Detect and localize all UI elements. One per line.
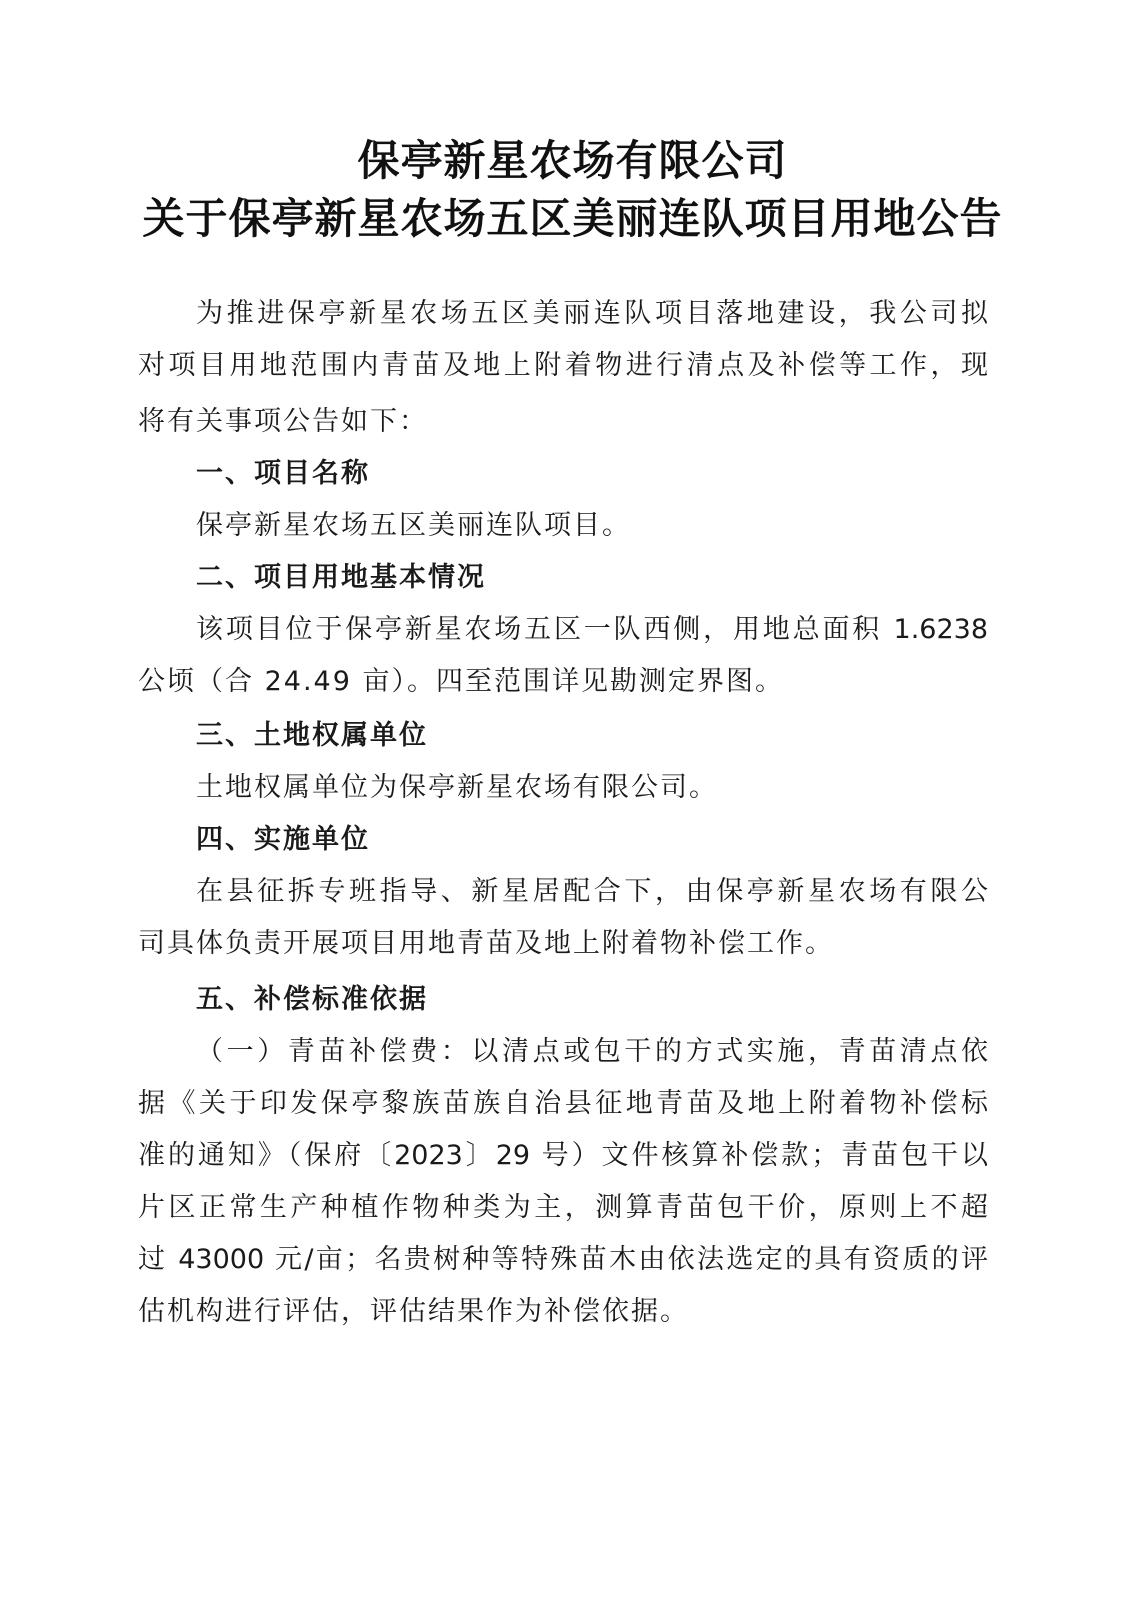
section-5-line-6: 估机构进行评估，评估结果作为补偿依据。 [138,1296,689,1327]
intro-line-3: 将有关事项公告如下： [138,406,428,437]
section-5-line-4: 片区正常生产种植作物种类为主，测算青苗包干价，原则上不超 [138,1192,988,1223]
section-3-line-1: 土地权属单位为保亭新星农场有限公司。 [196,772,718,803]
title-line-1: 保亭新星农场有限公司 [357,136,788,185]
title-line-2: 关于保亭新星农场五区美丽连队项目用地公告 [142,194,1003,243]
section-5-line-5: 过 43000 元/亩；名贵树种等特殊苗木由依法选定的具有资质的评 [138,1244,988,1275]
section-4-line-2: 司具体负责开展项目用地青苗及地上附着物补偿工作。 [138,928,834,959]
section-4-line-1: 在县征拆专班指导、新星居配合下，由保亭新星农场有限公 [196,876,988,907]
section-5-line-3: 准的通知》（保府〔2023〕29 号）文件核算补偿款；青苗包干以 [138,1140,988,1171]
section-5-heading: 五、补偿标准依据 [196,984,428,1015]
section-3-heading: 三、土地权属单位 [196,720,428,751]
section-4-heading: 四、实施单位 [196,824,370,855]
intro-line-2: 对项目用地范围内青苗及地上附着物进行清点及补偿等工作，现 [138,350,988,381]
section-2-line-1: 该项目位于保亭新星农场五区一队西侧，用地总面积 1.6238 [196,614,988,645]
section-5-line-1: （一）青苗补偿费：以清点或包干的方式实施，青苗清点依 [196,1036,988,1067]
intro-line-1: 为推进保亭新星农场五区美丽连队项目落地建设，我公司拟 [196,298,988,329]
section-2-line-2: 公顷（合 24.49 亩）。四至范围详见勘测定界图。 [138,666,784,697]
section-1-line-1: 保亭新星农场五区美丽连队项目。 [196,510,631,541]
section-5-line-2: 据《关于印发保亭黎族苗族自治县征地青苗及地上附着物补偿标 [138,1088,988,1119]
section-2-heading: 二、项目用地基本情况 [196,562,486,593]
section-1-heading: 一、项目名称 [196,458,370,489]
